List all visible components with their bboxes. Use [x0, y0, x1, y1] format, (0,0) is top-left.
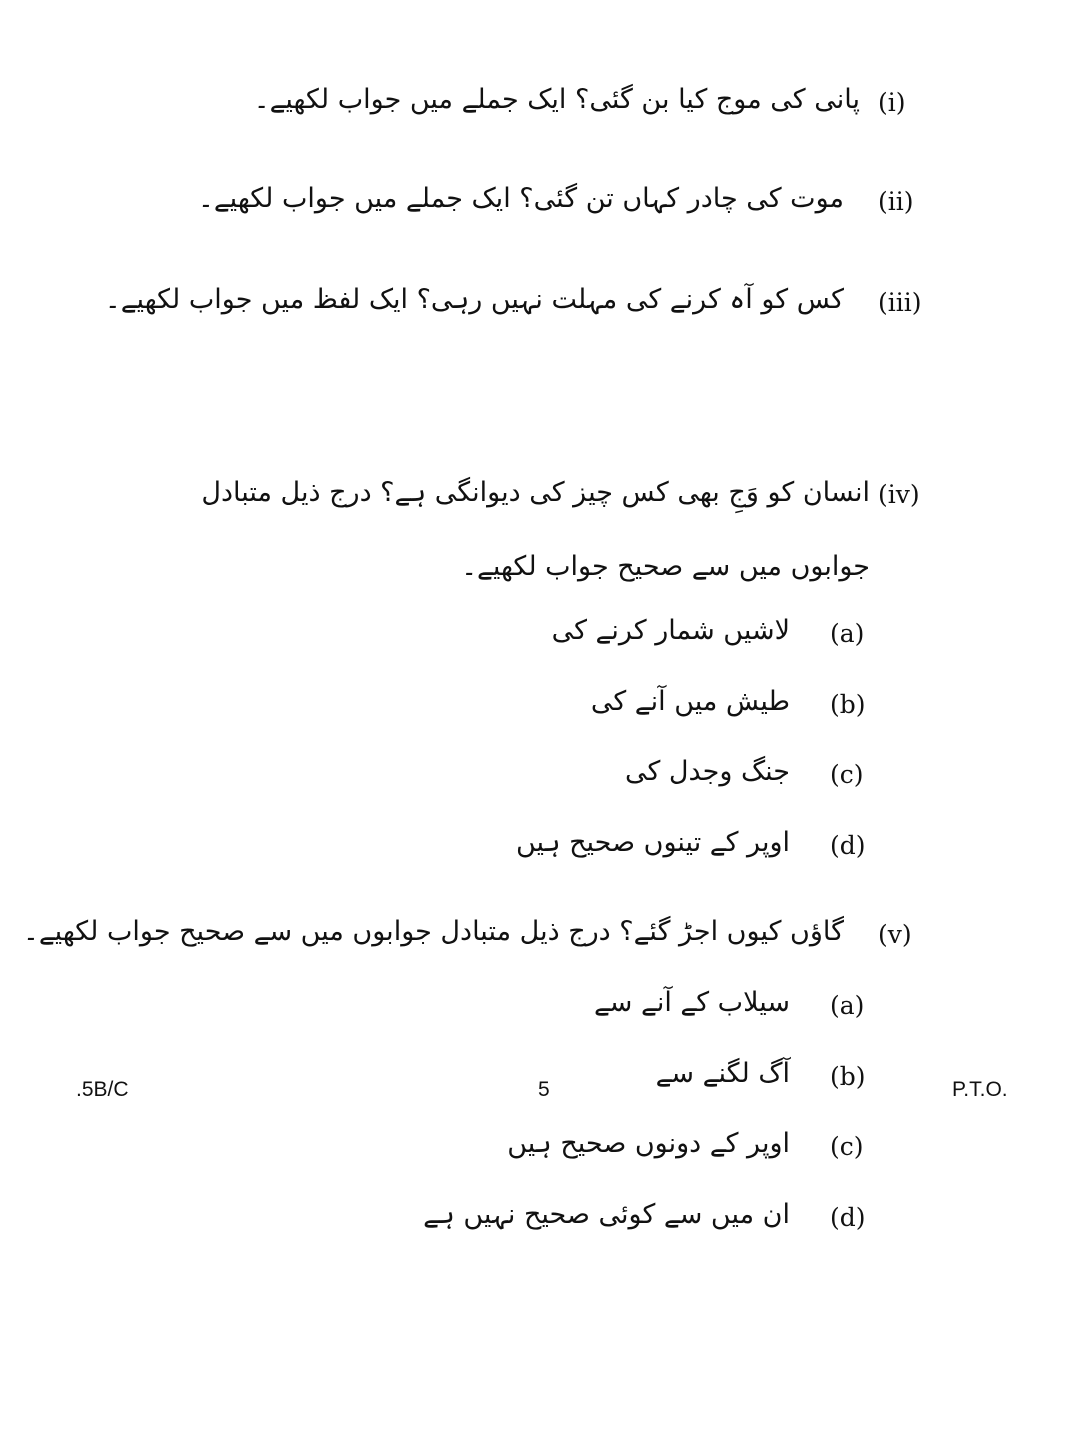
option-label: (c)	[830, 1132, 864, 1161]
question-text: گاؤں کیوں اجڑ گئے؟ درج ذیل متبادل جوابوں میں سے صحیح جواب لکھیے۔	[23, 916, 844, 947]
option-label: (b)	[830, 1062, 866, 1091]
option-label: (d)	[830, 831, 866, 860]
option-text: طیش میں آنے کی	[590, 686, 790, 717]
paper-code: .5B/C	[76, 1078, 129, 1101]
question-text: انسان کو وَجِ بھی کس چیز کی دیوانگی ہے؟ درج ذیل متبادل جوابوں میں سے صحیح جواب لکھیے۔	[201, 477, 870, 582]
option-text: سیلاب کے آنے سے	[593, 987, 790, 1018]
option-text: لاشیں شمار کرنے کی	[551, 615, 790, 646]
option-text: آگ لگنے سے	[655, 1058, 790, 1089]
pto-label: P.T.O.	[952, 1078, 1008, 1101]
question-text: پانی کی موج کیا بن گئی؟ ایک جملے میں جواب لکھیے۔	[253, 84, 860, 115]
option-text: ان میں سے کوئی صحیح نہیں ہے	[423, 1199, 790, 1230]
option-text: جنگ وجدل کی	[624, 756, 790, 787]
question-number: (iv)	[878, 480, 920, 509]
question-text: کس کو آہ کرنے کی مہلت نہیں رہی؟ ایک لفظ میں جواب لکھیے۔	[104, 284, 844, 315]
option-label: (c)	[830, 760, 864, 789]
question-number: (v)	[878, 920, 912, 949]
question-number: (iii)	[878, 288, 922, 317]
question-number: (i)	[878, 88, 906, 117]
option-label: (b)	[830, 690, 866, 719]
option-label: (a)	[830, 991, 865, 1020]
option-text: اوپر کے دونوں صحیح ہیں	[507, 1128, 790, 1159]
question-text: موت کی چادر کہاں تن گئی؟ ایک جملے میں جواب لکھیے۔	[198, 183, 844, 214]
option-label: (d)	[830, 1203, 866, 1232]
question-number: (ii)	[878, 187, 914, 216]
page-number: 5	[538, 1078, 550, 1101]
option-label: (a)	[830, 619, 865, 648]
option-text: اوپر کے تینوں صحیح ہیں	[516, 827, 790, 858]
